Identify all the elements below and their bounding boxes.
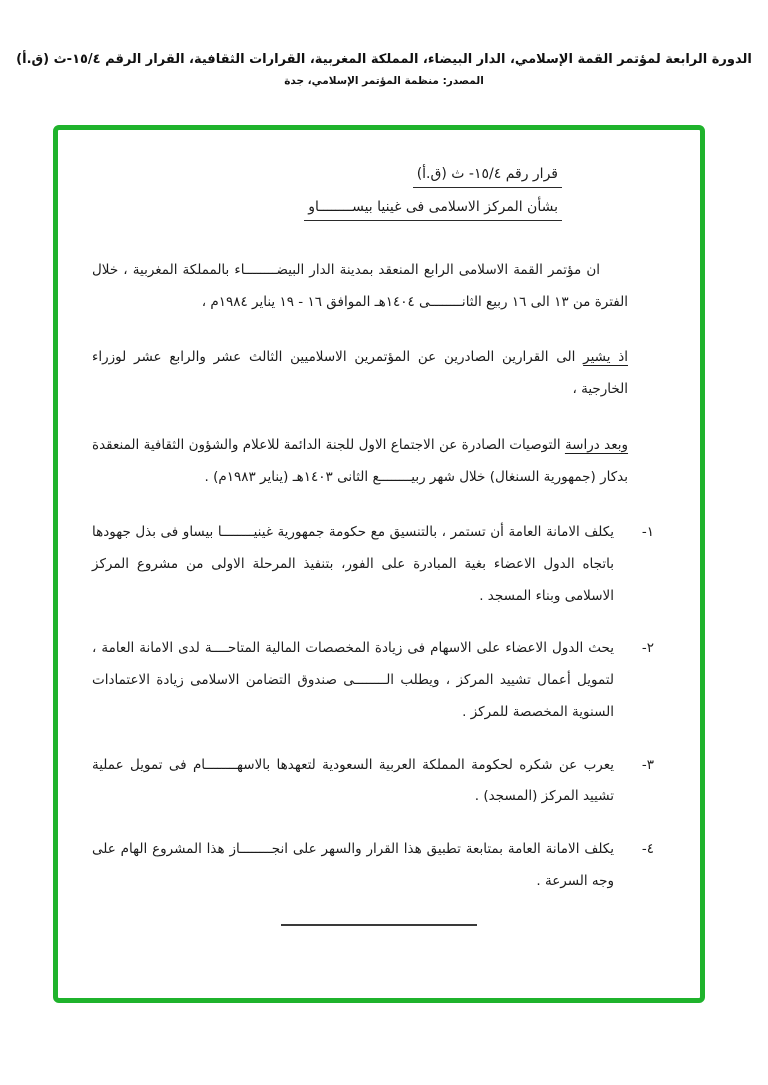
preamble-lead-3: وبعد دراسة (564, 436, 629, 453)
header-title: الدورة الرابعة لمؤتمر القمة الإسلامي، الدار البيضاء، المملكة المغربية، القرارات الثقافية، القرار الرقم ١٥/٤-ث (ق.أ) (16, 52, 752, 67)
resolution-item-3 (92, 750, 654, 813)
item-text-4: يكلف الامانة العامة بمتابعة تطبيق هذا القرار والسهر على انجــــــــاز هذا المشروع الهام على وجه السرعة . (92, 841, 614, 889)
preamble-text-3: التوصيات الصادرة عن الاجتماع الاول للجنة الدائمة للاعلام والشؤون الثقافية المنعقدة بدكار (جمهورية السنغال) خلال شهر ربيــــــــع الثانى ١٤٠٣هـ (يناير ١٩٨٣م) . (92, 436, 628, 485)
resolution-subject-title: بشأن المركز الاسلامى فى غينيا بيســــــــاو (304, 199, 562, 221)
document-frame (53, 125, 705, 1003)
header-source: المصدر: منظمة المؤتمر الإسلامي، جدة (284, 75, 484, 87)
end-divider (281, 924, 477, 926)
item-number-1: ١- (641, 524, 654, 541)
resolution-number-title: قرار رقم ١٥/٤- ث (ق.أ) (413, 166, 562, 188)
preamble-paragraph-2 (92, 342, 654, 405)
page-header (0, 52, 768, 87)
preamble-text-2: الى القرارين الصادرين عن المؤتمرين الاسلاميين الثالث عشر والرابع عشر لوزراء الخارجية ، (92, 349, 628, 398)
preamble-paragraph-3 (92, 430, 654, 493)
resolution-title-block (92, 166, 562, 221)
preamble-paragraph-1 (92, 255, 654, 318)
preamble-lead-2: اذ يشير (583, 349, 628, 366)
item-number-4: ٤- (641, 841, 654, 858)
resolution-item-4 (92, 834, 654, 897)
item-text-1: يكلف الامانة العامة أن تستمر ، بالتنسيق مع حكومة جمهورية غينيــــــــا بيساو فى بذل جهودها باتجاه الدول الاعضاء بغية المبادرة على الفور، بتنفيذ المرحلة الاولى من مشروع المركز الاسلامى وبناء المسجد . (92, 524, 614, 604)
item-number-2: ٢- (641, 640, 654, 657)
preamble-text-1: ان مؤتمر القمة الاسلامى الرابع المنعقد بمدينة الدار البيضــــــــاء بالمملكة المغربية ، خلال الفترة من ١٣ الى ١٦ ربيع الثانــــــــى ١٤٠٤هـ الموافق ١٦ - ١٩ يناير ١٩٨٤م ، (92, 262, 628, 310)
resolution-item-2 (92, 633, 654, 728)
item-text-2: يحث الدول الاعضاء على الاسهام فى زيادة المخصصات المالية المتاحــــة لدى الامانة العامة ، لتمويل أعمال تشييد المركز ، ويطلب الــــــــى صندوق التضامن الاسلامى زيادة الاعتمادات السنوية المخصصة للمركز . (92, 640, 614, 720)
item-text-3: يعرب عن شكره لحكومة المملكة العربية السعودية لتعهدها بالاسهــــــــام فى تمويل عملية تشييد المركز (المسجد) . (92, 756, 614, 805)
item-number-3: ٣- (641, 756, 654, 773)
resolution-item-1 (92, 517, 654, 612)
